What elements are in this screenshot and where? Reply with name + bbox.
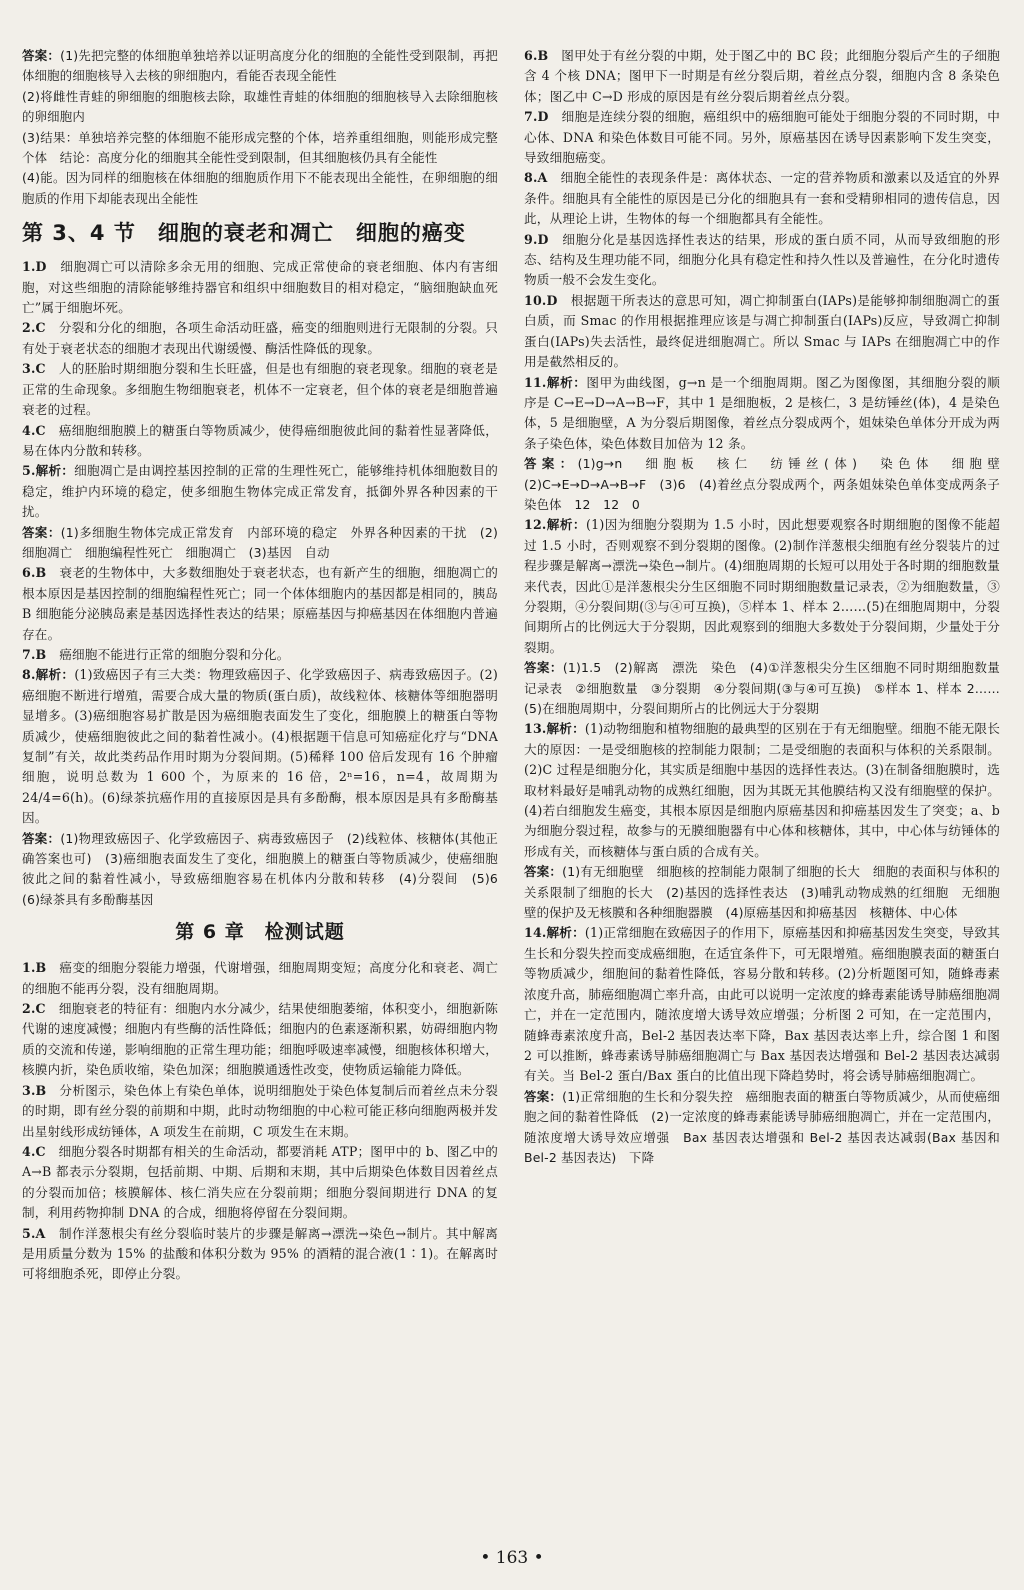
- right-items: [524, 46, 1013, 1168]
- item-number: 5.A: [22, 1225, 46, 1241]
- item-number: 14.解析：: [524, 925, 585, 941]
- answer-item: [524, 658, 1013, 719]
- item-text: (1)动物细胞和植物细胞的最典型的区别在于有无细胞壁。细胞不能无限长大的原因：一是受细胞核的控制能力限制；二是受细胞的表面积与体积的关系限制。(2)C 过程是细胞分化，其实质是细胞中基因的选择性表达。(3)在制备细胞膜时，选取材料最好是哺乳动物的成熟红细胞，因为其既无其他膜结构又没有细胞壁的保护。(4)若白细胞发生癌变，其根本原因是细胞内原癌基因和抑癌基因发生了突变；a、b 为细胞分裂过程，故参与的无膜细胞器有中心体和核糖体，其中，中心体与纺锤体的形成有关，而核糖体与蛋白质的合成有关。: [524, 721, 1000, 859]
- item-text: 图甲为曲线图，g→n 是一个细胞周期。图乙为图像图，其细胞分裂的顺序是 C→E→D→A→B→F，其中 1 是细胞板，2 是核仁，3 是纺锤丝(体)，4 是染色体，5 是细胞壁，A 为分裂后期图像，着丝点分裂成两个，姐妹染色单体分开成为两条子染色体，染色体数目加倍为 12 条。: [524, 374, 1000, 451]
- item-number: 4.C: [22, 1143, 46, 1159]
- question-item: [524, 168, 1000, 229]
- item-text: (1)物理致癌因子、化学致癌因子、病毒致癌因子 (2)线粒体、核糖体(其他正确答案也可) (3)癌细胞表面发生了变化，细胞膜上的糖蛋白等物质减少，使癌细胞彼此之间的黏着性减小，导致癌细胞容易在机体内分散和转移 (4)分裂间 (5)6 (6)绿茶具有多酚酶基因: [22, 830, 511, 907]
- right-column: [524, 46, 1013, 1168]
- item-number: 答案：: [524, 456, 578, 472]
- item-number: 13.解析：: [524, 721, 585, 737]
- question-item: [524, 107, 1000, 168]
- item-number: 8.A: [524, 170, 548, 186]
- item-number: 11.解析：: [524, 374, 587, 390]
- item-number: 1.D: [22, 259, 47, 275]
- item-text: 衰老的生物体中，大多数细胞处于衰老状态，也有新产生的细胞，细胞凋亡的根本原因是基因控制的细胞编程性死亡；同一个体体细胞内的基因都是相同的，胰岛 B 细胞能分泌胰岛素是基因选择性表达的结果；原癌基因与抑癌基因在体细胞内普遍存在。: [22, 565, 498, 642]
- item-number: 3.C: [22, 361, 46, 377]
- item-text: 癌变的细胞分裂能力增强，代谢增强，细胞周期变短；高度分化和衰老、凋亡的细胞不能再分裂，没有细胞周期。: [22, 960, 498, 996]
- question-item: [22, 665, 498, 828]
- item-text: (1)1.5 (2)解离 漂洗 染色 (4)①洋葱根尖分生区细胞不同时期细胞数量记录表 ②细胞数量 ③分裂期 ④分裂间期(③与④可互换) ⑤样本 1、样本 2…… (5)在细胞周期中，分裂间期所占的比例远大于分裂期: [524, 660, 1013, 716]
- item-text: 制作洋葱根尖有丝分裂临时装片的步骤是解离→漂洗→染色→制片。其中解离是用质量分数为 15% 的盐酸和体积分数为 95% 的酒精的混合液(1∶1)。在解离时可将细胞杀死，即停止分裂。: [22, 1225, 498, 1282]
- section-items: [22, 257, 511, 910]
- question-item: [524, 291, 1000, 373]
- item-number: 答案：: [524, 1088, 563, 1104]
- chapter-title: 第 6 章 检测试题: [175, 921, 345, 944]
- answer-item: [524, 1087, 1000, 1169]
- item-text: (1)因为细胞分裂期为 1.5 小时，因此想要观察各时期细胞的图像不能超过 1.5 小时，否则观察不到分裂期的图像。(2)制作洋葱根尖细胞有丝分裂装片的过程步骤是解离→漂洗→染色→制片。(4)细胞周期的长短可以用处于各时期的细胞数量来代表，因此①是洋葱根尖分生区细胞不同时期细胞数量记录表，②为细胞数量，③分裂期，④分裂间期(③与④可互换)，⑤样本 1、样本 2……(5)在细胞周期中，分裂间期所占的比例远大于分裂期，因此观察到的细胞大多数处于分裂间期，少量处于分裂期。: [524, 517, 1000, 655]
- question-item: [22, 563, 498, 645]
- item-text: 细胞凋亡是由调控基因控制的正常的生理性死亡，能够维持机体细胞数目的稳定，维护内环境的稳定，使多细胞生物体完成正常发育，抵御外界各种因素的干扰。: [22, 463, 498, 520]
- answer-item: [524, 862, 1000, 923]
- item-text: (1)有无细胞壁 细胞核的控制能力限制了细胞的长大 细胞的表面积与体积的关系限制了细胞的长大 (2)基因的选择性表达 (3)哺乳动物成熟的红细胞 无细胞壁的保护及无核膜和各种细胞器膜 (4)原癌基因和抑癌基因 核糖体、中心体: [524, 864, 1000, 921]
- section-title: 第 3、4 节 细胞的衰老和凋亡 细胞的癌变: [22, 221, 466, 246]
- item-number: 7.D: [524, 109, 549, 125]
- item-number: 10.D: [524, 292, 558, 308]
- item-text: 分析图示，染色体上有染色单体，说明细胞处于染色体复制后而着丝点未分裂的时期，即有丝分裂的前期和中期，此时动物细胞的中心粒可能正移向细胞两极并发出星射线形成纺锤体，A 项发生在前期，C 项发生在末期。: [22, 1082, 498, 1139]
- question-item: [524, 719, 1000, 862]
- question-item: [524, 923, 1000, 1086]
- page-number: • 163 •: [480, 1548, 544, 1568]
- question-item: [22, 318, 498, 359]
- question-item: [524, 515, 1000, 658]
- item-text: 细胞分裂各时期都有相关的生命活动，都要消耗 ATP；图甲中的 b、图乙中的 A→B 都表示分裂期，包括前期、中期、后期和末期，其中后期染色体数目因着丝点的分裂而加倍；核膜解体、核仁消失应在分裂前期；细胞分裂间期进行 DNA 的复制，利用药物抑制 DNA 的合成，细胞将停留在分裂间期。: [22, 1143, 498, 1221]
- question-item: [22, 421, 498, 462]
- item-text: 癌细胞不能进行正常的细胞分裂和分化。: [46, 646, 290, 662]
- intro-answer: [22, 46, 498, 87]
- item-text: 细胞全能性的表现条件是：离体状态、一定的营养物质和激素以及适宜的外界条件。细胞具有全能性的原因是已分化的细胞具有一套和受精卵相同的遗传信息，因此，从理论上讲，生物体的每一个细胞都具有全能性。: [524, 170, 1000, 227]
- intro-answer-line: (1)先把完整的体细胞单独培养以证明高度分化的细胞的全能性受到限制，再把体细胞的细胞核导入去核的卵细胞内，看能否表现全能性: [22, 48, 498, 84]
- item-number: 7.B: [22, 646, 47, 662]
- intro-answer-line: (3)结果：单独培养完整的体细胞不能形成完整的个体，培养重组细胞，则能形成完整个体 结论：高度分化的细胞其全能性受到限制，但其细胞核仍具有全能性: [22, 129, 498, 166]
- question-item: [22, 958, 498, 999]
- item-text: (1)多细胞生物体完成正常发育 内部环境的稳定 外界各种因素的干扰 (2)细胞凋亡 细胞编程性死亡 细胞凋亡 (3)基因 自动: [22, 524, 498, 560]
- item-text: (1)致癌因子有三大类：物理致癌因子、化学致癌因子、病毒致癌因子。(2)癌细胞不断进行增殖，需要合成大量的物质(蛋白质)，故线粒体、核糖体等细胞器明显增多。(3)癌细胞容易扩散是因为癌细胞表面发生了变化，细胞膜上的糖蛋白等物质减少，使癌细胞彼此之间的黏着性减小。(4)根据题干信息可知癌症化疗与“DNA复制”有关，故此类药品作用时期为分裂间期。(5)稀释 100 倍后发现有 16 个肿瘤细胞，说明总数为 1 600 个，为原来的 16 倍，2ⁿ=16，n=4，故周期为 24/4=6(h)。(6)绿茶抗癌作用的直接原因是具有多酚酶，根本原因是具有多酚酶基因。: [22, 667, 498, 826]
- question-item: [22, 359, 498, 420]
- question-item: [22, 1142, 498, 1224]
- item-number: 2.C: [22, 320, 46, 336]
- item-text: 细胞凋亡可以清除多余无用的细胞、完成正常使命的衰老细胞、体内有害细胞，对这些细胞的清除能够维持器官和组织中细胞数目的相对稳定，“脑细胞缺血死亡”属于细胞坏死。: [22, 259, 498, 316]
- item-number: 4.C: [22, 422, 46, 438]
- question-item: [524, 373, 1000, 455]
- question-item: [22, 257, 498, 318]
- item-number: 答案：: [22, 830, 61, 846]
- answer-item: [22, 523, 498, 564]
- item-text: 图甲处于有丝分裂的中期，处于图乙中的 BC 段；此细胞分裂后产生的子细胞含 4 个核 DNA；图甲下一时期是有丝分裂后期，着丝点分裂，细胞内含 8 条染色体；图乙中 C→D 形成的原因是有丝分裂后期着丝点分裂。: [524, 48, 1000, 104]
- item-text: 细胞衰老的特征有：细胞内水分减少，结果使细胞萎缩，体积变小，细胞新陈代谢的速度减慢；细胞内有些酶的活性降低；细胞内的色素逐渐积累，妨碍细胞内物质的交流和传递，影响细胞的正常生理功能；细胞呼吸速率减慢，细胞核体积增大，核膜内折，染色质收缩，染色加深；细胞膜通透性改变，使物质运输能力降低。: [22, 1001, 498, 1078]
- item-text: (1)g→n 细胞板 核仁 纺锤丝(体) 染色体 细胞壁 (2)C→E→D→A→B→F (3)6 (4)着丝点分裂成两个，两条姐妹染色单体变成两条子染色体 12 12 0: [524, 456, 1013, 512]
- item-number: 5.解析：: [22, 463, 75, 479]
- item-text: 分裂和分化的细胞，各项生命活动旺盛，癌变的细胞则进行无限制的分裂。只有处于衰老状态的细胞才表现出代谢缓慢、酶活性降低的现象。: [22, 320, 498, 356]
- item-number: 答案：: [22, 524, 61, 540]
- question-item: [22, 1224, 498, 1285]
- item-text: 细胞分化是基因选择性表达的结果，形成的蛋白质不同，从而导致细胞的形态、结构及生理功能不同，细胞分化具有稳定性和持久性以及普遍性，在分化时遗传物质一般不会发生变化。: [524, 231, 1000, 288]
- item-number: 12.解析：: [524, 517, 586, 533]
- question-item: [22, 1081, 498, 1142]
- item-number: 1.B: [22, 960, 47, 976]
- item-text: (1)正常细胞在致癌因子的作用下，原癌基因和抑癌基因发生突变，导致其生长和分裂失控而变成癌细胞，在适宜条件下，可无限增殖。癌细胞膜表面的糖蛋白等物质减少，细胞间的黏着性降低，容易分散和转移。(2)分析题图可知，随蜂毒素浓度升高，肺癌细胞凋亡率升高，由此可以说明一定浓度的蜂毒素能诱导肺癌细胞凋亡，并在一定范围内，随浓度增大诱导效应增强；分析图 2 可知，在一定范围内，随蜂毒素浓度升高，Bel-2 基因表达率下降，Bax 基因表达率上升，综合图 1 和图 2 可以推断，蜂毒素诱导肺癌细胞凋亡与 Bax 基因表达增强和 Bel-2 基因表达减弱有关。当 Bel-2 蛋白/Bax 蛋白的比值出现下降趋势时，将会诱导肺癌细胞凋亡。: [524, 925, 1000, 1084]
- intro-answer-line: (4)能。因为同样的细胞核在体细胞的细胞质作用下不能表现出全能性，在卵细胞的细胞质的作用下却能表现出全能性: [22, 170, 498, 206]
- item-number: 6.B: [524, 48, 549, 63]
- item-number: 3.B: [22, 1082, 47, 1098]
- question-item: [524, 230, 1000, 291]
- intro-answer-line: (2)将雌性青蛙的卵细胞的细胞核去除，取雄性青蛙的体细胞的细胞核导入去除细胞核的卵细胞内: [22, 88, 498, 125]
- item-text: 人的胚胎时期细胞分裂和生长旺盛，但是也有细胞的衰老现象。细胞的衰老是正常的生命现象。多细胞生物细胞衰老，机体不一定衰老，但个体的衰老是细胞普遍衰老的过程。: [22, 361, 498, 418]
- item-number: 6.B: [22, 565, 47, 581]
- chapter-items: [22, 958, 498, 1285]
- answer-item: [22, 829, 511, 911]
- left-column: [22, 46, 511, 1285]
- question-item: [524, 46, 1000, 107]
- intro-answer-label: 答案：: [22, 48, 61, 63]
- item-text: 癌细胞细胞膜上的糖蛋白等物质减少，使得癌细胞彼此间的黏着性显著降低，易在体内分散和转移。: [22, 422, 498, 458]
- item-number: 答案：: [524, 660, 563, 676]
- item-number: 8.解析：: [22, 667, 75, 683]
- item-number: 2.C: [22, 1001, 46, 1017]
- item-text: 根据题干所表达的意思可知，凋亡抑制蛋白(IAPs)是能够抑制细胞凋亡的蛋白质，而 Smac 的作用根据推理应该是与凋亡抑制蛋白(IAPs)反应，导致凋亡抑制蛋白(IAPs)失去活性，最终促进细胞凋亡。所以 Smac 与 IAPs 在细胞凋亡中的作用是截然相反的。: [524, 292, 1000, 370]
- question-item: [22, 999, 498, 1081]
- item-number: 9.D: [524, 231, 549, 247]
- question-item: [22, 461, 498, 522]
- item-text: 细胞是连续分裂的细胞，癌组织中的癌细胞可能处于细胞分裂的不同时期，中心体、DNA 和染色体数目可能不同。另外，原癌基因在诱导因素影响下发生突变，导致细胞癌变。: [524, 109, 1000, 166]
- item-text: (1)正常细胞的生长和分裂失控 癌细胞表面的糖蛋白等物质减少，从而使癌细胞之间的黏着性降低 (2)一定浓度的蜂毒素能诱导肺癌细胞凋亡，并在一定范围内，随浓度增大诱导效应增强 Bax 基因表达增强和 Bel-2 基因表达减弱(Bax 基因和 Bel-2 基因表达) 下降: [524, 1088, 1000, 1165]
- question-item: [22, 645, 498, 665]
- item-number: 答案：: [524, 864, 563, 880]
- answer-item: [524, 454, 1013, 515]
